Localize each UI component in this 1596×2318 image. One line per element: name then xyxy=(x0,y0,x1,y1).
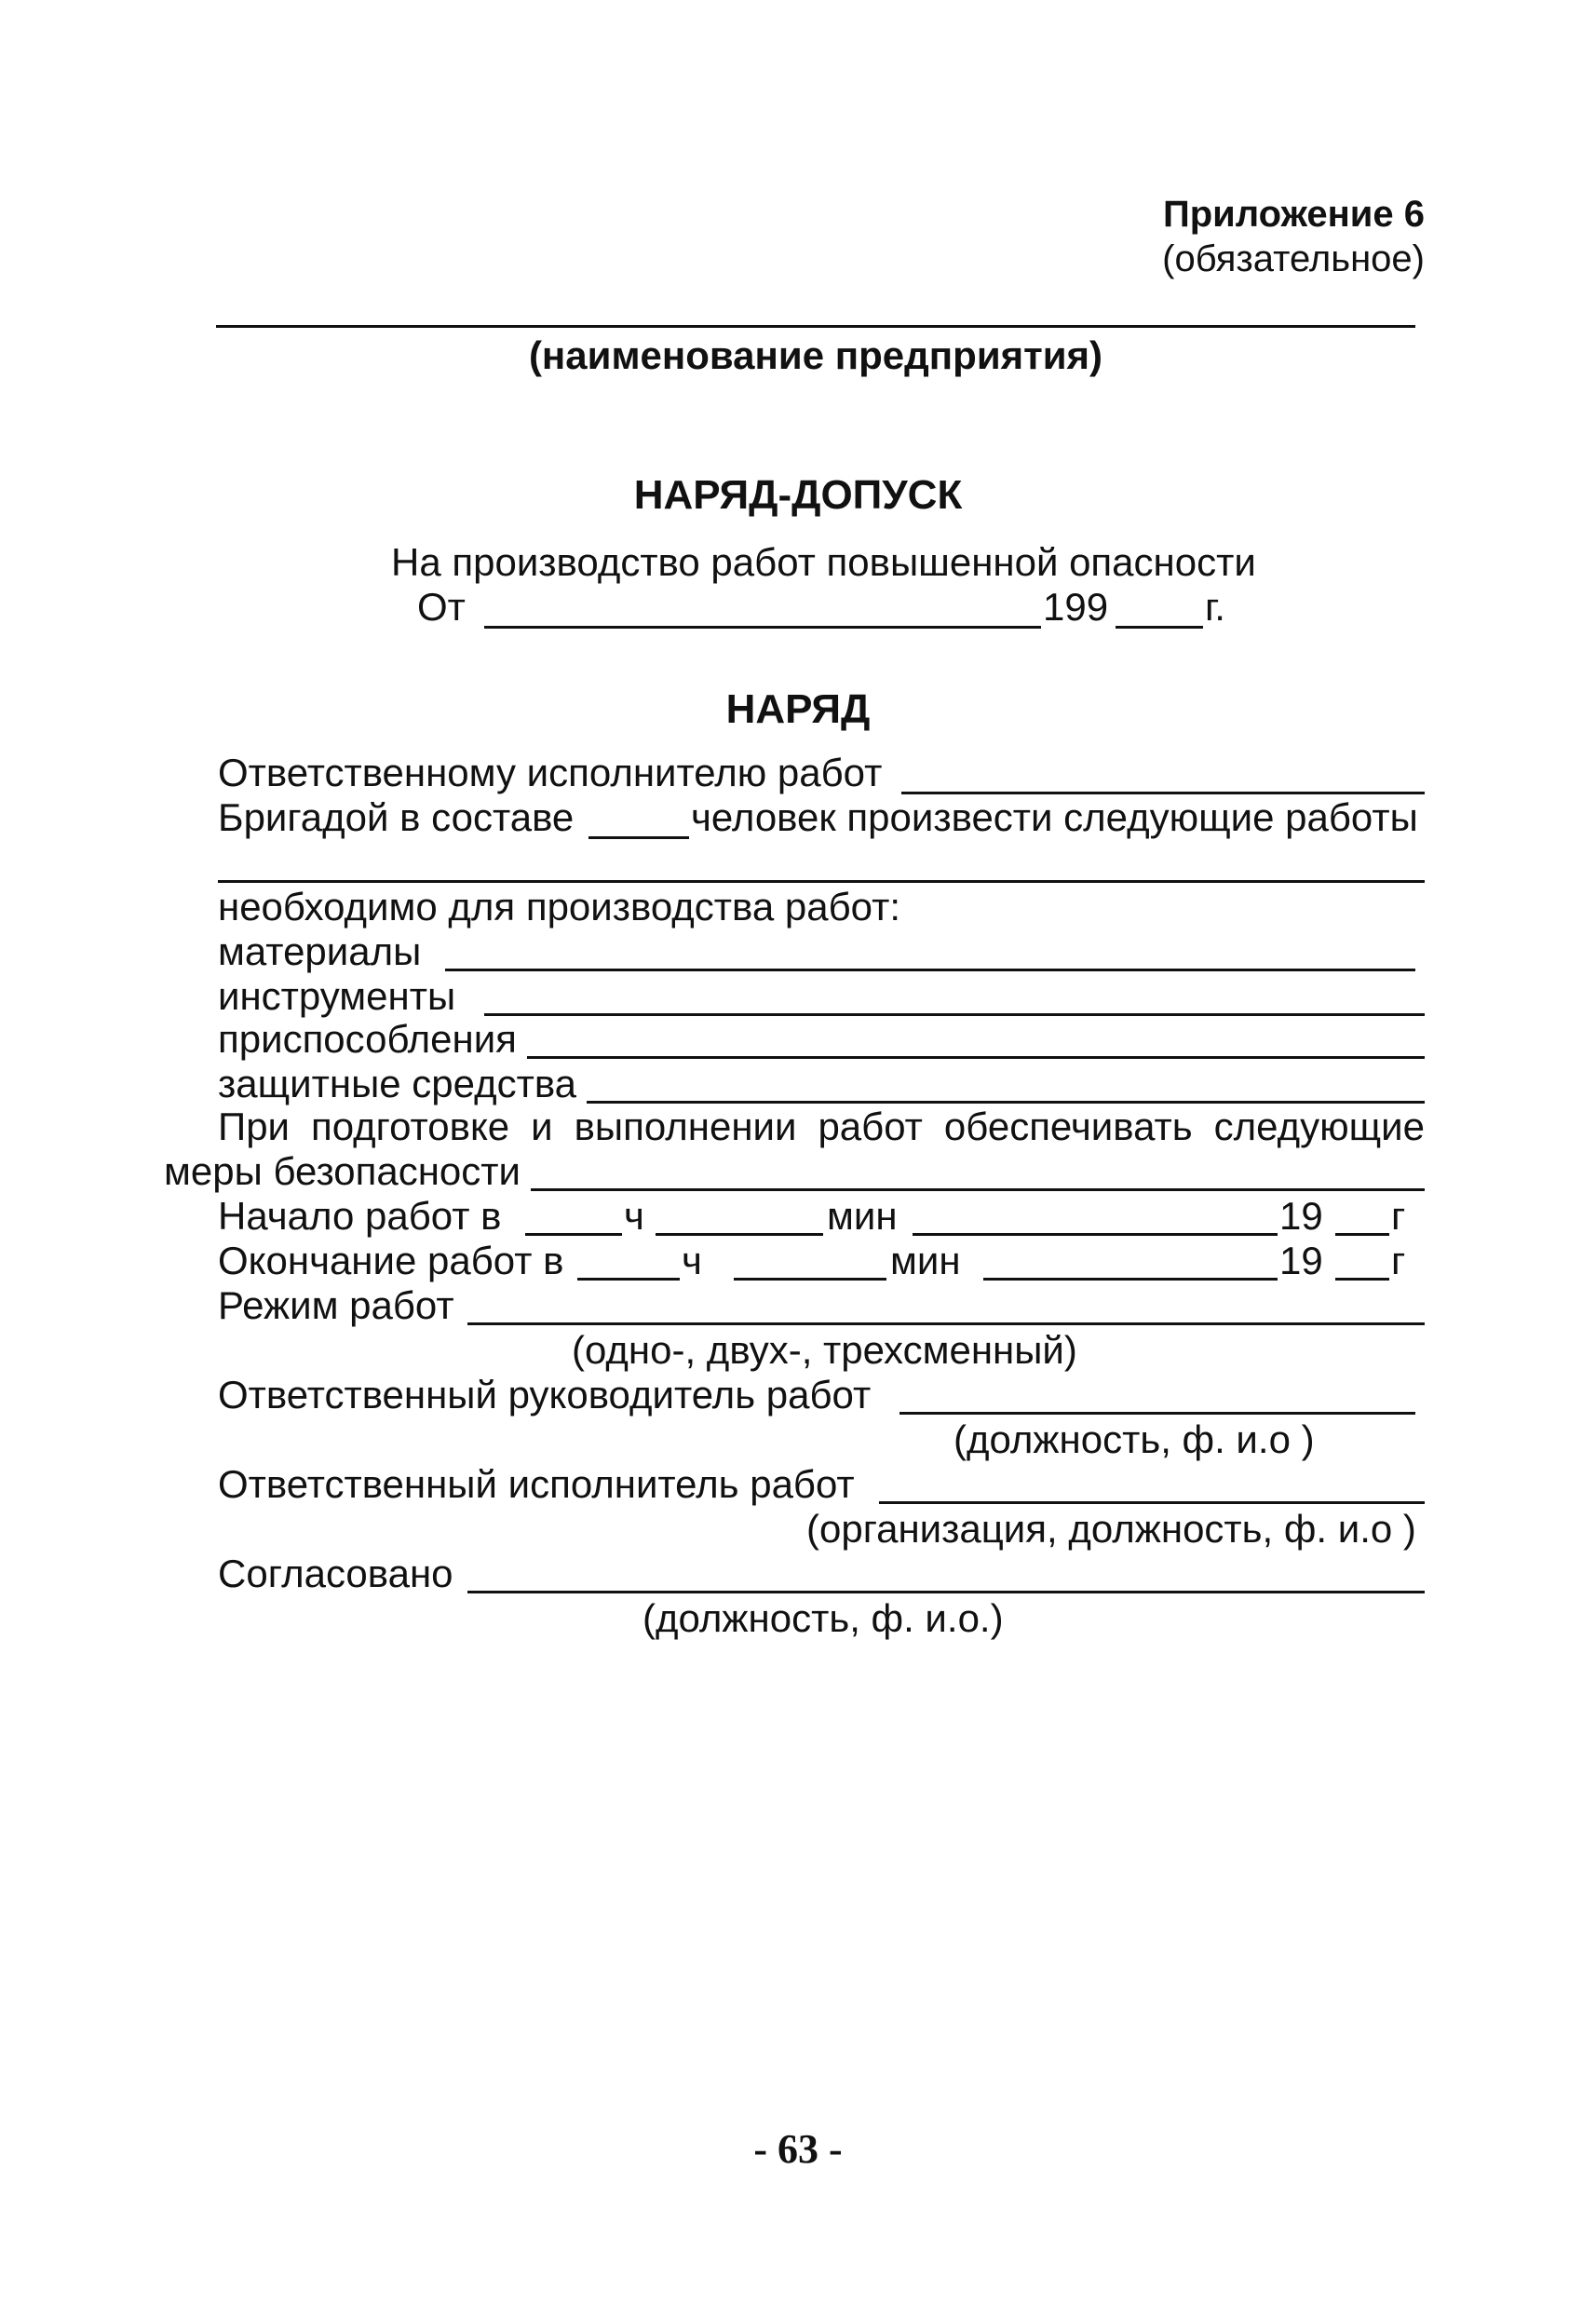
enterprise-caption: (наименование предприятия) xyxy=(528,333,1103,377)
start-year-prefix: 19 xyxy=(1279,1194,1323,1238)
executor-label: Ответственный исполнитель работ xyxy=(218,1462,855,1506)
page-number: - 63 - xyxy=(753,2126,843,2172)
start-date-field[interactable] xyxy=(913,1233,1278,1236)
team-suffix: человек произвести следующие работы xyxy=(691,795,1418,839)
enterprise-line[interactable] xyxy=(216,325,1415,328)
start-hour-field[interactable] xyxy=(525,1233,622,1236)
tools-label: инструменты xyxy=(218,974,456,1018)
manager-field[interactable] xyxy=(899,1412,1415,1415)
executor-caption: (организация, должность, ф. и.о ) xyxy=(806,1507,1416,1551)
team-label: Бригадой в составе xyxy=(218,795,575,839)
start-hour-unit: ч xyxy=(624,1194,644,1238)
manager-label: Ответственный руководитель работ xyxy=(218,1373,872,1417)
team-size-field[interactable] xyxy=(588,836,689,839)
mode-label: Режим работ xyxy=(218,1283,454,1327)
date-year-field[interactable] xyxy=(1116,626,1203,629)
approved-label: Согласовано xyxy=(218,1552,453,1595)
needed-heading: необходимо для производства работ: xyxy=(218,885,901,929)
date-year-suffix: г. xyxy=(1205,585,1225,629)
safety-word: При xyxy=(218,1105,291,1148)
end-minute-field[interactable] xyxy=(734,1278,886,1281)
safety-line-1 xyxy=(218,1105,1425,1149)
materials-field[interactable] xyxy=(445,969,1415,971)
devices-field[interactable] xyxy=(527,1056,1425,1059)
mode-caption: (одно-, двух-, трехсменный) xyxy=(572,1328,1077,1372)
materials-label: материалы xyxy=(218,929,422,973)
end-minute-unit: мин xyxy=(890,1239,961,1282)
start-year-suffix: г xyxy=(1391,1194,1406,1238)
protection-field[interactable] xyxy=(587,1101,1425,1104)
devices-label: приспособления xyxy=(218,1017,517,1061)
responsible-executor-label: Ответственному исполнителю работ xyxy=(218,751,883,794)
safety-measures-field[interactable] xyxy=(531,1188,1425,1191)
document-title: НАРЯД-ДОПУСК xyxy=(633,472,963,518)
executor-field[interactable] xyxy=(879,1501,1425,1504)
safety-word: обеспечивать xyxy=(943,1105,1193,1148)
start-minute-field[interactable] xyxy=(656,1233,823,1236)
safety-label: меры безопасности xyxy=(164,1149,521,1193)
end-label: Окончание работ в xyxy=(218,1239,564,1282)
date-year-prefix: 199 xyxy=(1043,585,1109,629)
approved-caption: (должность, ф. и.о.) xyxy=(642,1596,1004,1640)
start-year-field[interactable] xyxy=(1335,1233,1389,1236)
mode-field[interactable] xyxy=(467,1322,1425,1325)
end-year-field[interactable] xyxy=(1335,1278,1389,1281)
end-year-prefix: 19 xyxy=(1279,1239,1323,1282)
approved-field[interactable] xyxy=(467,1591,1425,1593)
safety-word: работ xyxy=(818,1105,923,1148)
end-date-field[interactable] xyxy=(983,1278,1278,1281)
responsible-executor-field[interactable] xyxy=(901,792,1425,794)
safety-word: выполнении xyxy=(574,1105,797,1148)
works-description-field[interactable] xyxy=(218,880,1425,883)
start-minute-unit: мин xyxy=(827,1194,898,1238)
tools-field[interactable] xyxy=(484,1013,1425,1016)
date-field[interactable] xyxy=(484,626,1041,629)
safety-word: следующие xyxy=(1213,1105,1425,1148)
date-from-label: От xyxy=(417,585,466,629)
order-title: НАРЯД xyxy=(725,686,871,732)
start-label: Начало работ в xyxy=(218,1194,502,1238)
end-hour-field[interactable] xyxy=(577,1278,680,1281)
protection-label: защитные средства xyxy=(218,1062,577,1105)
end-hour-unit: ч xyxy=(682,1239,702,1282)
safety-word: и xyxy=(531,1105,553,1148)
appendix-title: Приложение 6 xyxy=(1163,194,1425,235)
manager-caption: (должность, ф. и.о ) xyxy=(954,1417,1315,1461)
appendix-note: (обязательное) xyxy=(1162,238,1425,279)
safety-word: подготовке xyxy=(311,1105,510,1148)
document-subtitle: На производство работ повышенной опасности xyxy=(391,540,1256,584)
end-year-suffix: г xyxy=(1391,1239,1406,1282)
